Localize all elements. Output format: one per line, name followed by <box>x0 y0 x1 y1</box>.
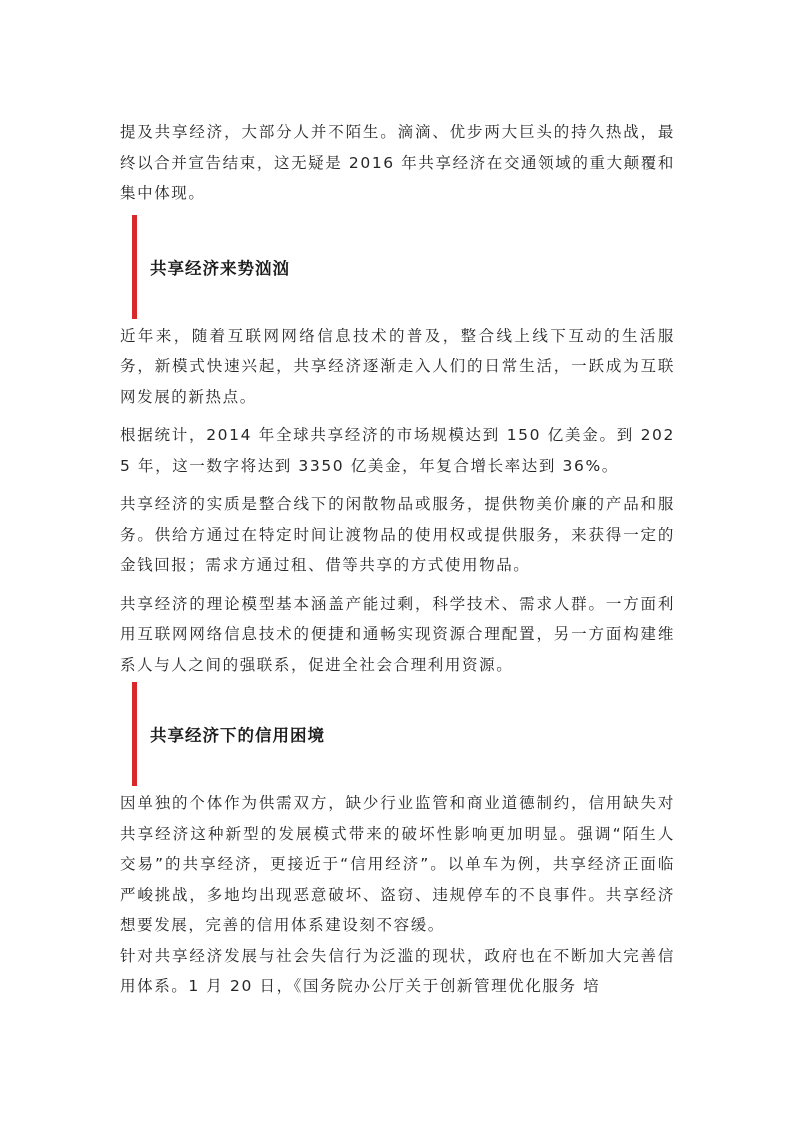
paragraph-6: 因单独的个体作为供需双方，缺少行业监管和商业道德制约，信用缺失对共享经济这种新型的发展模式带来的破坏性影响更加明显。强调“陌生人交易”的共享经济，更接近于“信用经济”。以单车为例，共享经济正面临严峻挑战，多地均出现恶意破坏、盗窃、违规停车的不良事件。共享经济想要发展，完善的信用体系建设刻不容缓。 <box>120 794 675 934</box>
section-heading-1: 共享经济来势汹汹 <box>150 258 290 278</box>
paragraph-2: 近年来，随着互联网网络信息技术的普及，整合线上线下互动的生活服务，新模式快速兴起，共享经济逐渐走入人们的日常生活，一跃成为互联网发展的新热点。 <box>120 326 675 406</box>
paragraph-3: 根据统计，2014 年全球共享经济的市场规模达到 150 亿美金。到 2025 年，这一数字将达到 3350 亿美金，年复合增长率达到 36%。 <box>120 426 675 475</box>
article-body <box>120 117 675 1002</box>
heading-accent-bar <box>132 215 137 319</box>
section-heading-block-1 <box>120 215 675 319</box>
paragraph-7: 针对共享经济发展与社会失信行为泛滥的现状，政府也在不断加大完善信用体系。1 月 20 日，《国务院办公厅关于创新管理优化服务 培 <box>120 946 675 995</box>
paragraph-intro: 提及共享经济，大部分人并不陌生。滴滴、优步两大巨头的持久热战，最终以合并宣告结束，这无疑是 2016 年共享经济在交通领域的重大颠覆和集中体现。 <box>120 123 675 202</box>
section-heading-2: 共享经济下的信用困境 <box>150 726 325 745</box>
section-heading-block-2 <box>120 682 675 786</box>
heading-accent-bar <box>132 682 137 786</box>
paragraph-4: 共享经济的实质是整合线下的闲散物品或服务，提供物美价廉的产品和服务。供给方通过在特定时间让渡物品的使用权或提供服务，来获得一定的金钱回报；需求方通过租、借等共享的方式使用物品。 <box>120 495 675 574</box>
paragraph-5: 共享经济的理论模型基本涵盖产能过剩，科学技术、需求人群。一方面利用互联网网络信息技术的便捷和通畅实现资源合理配置，另一方面构建维系人与人之间的强联系，促进全社会合理利用资源。 <box>120 594 675 674</box>
